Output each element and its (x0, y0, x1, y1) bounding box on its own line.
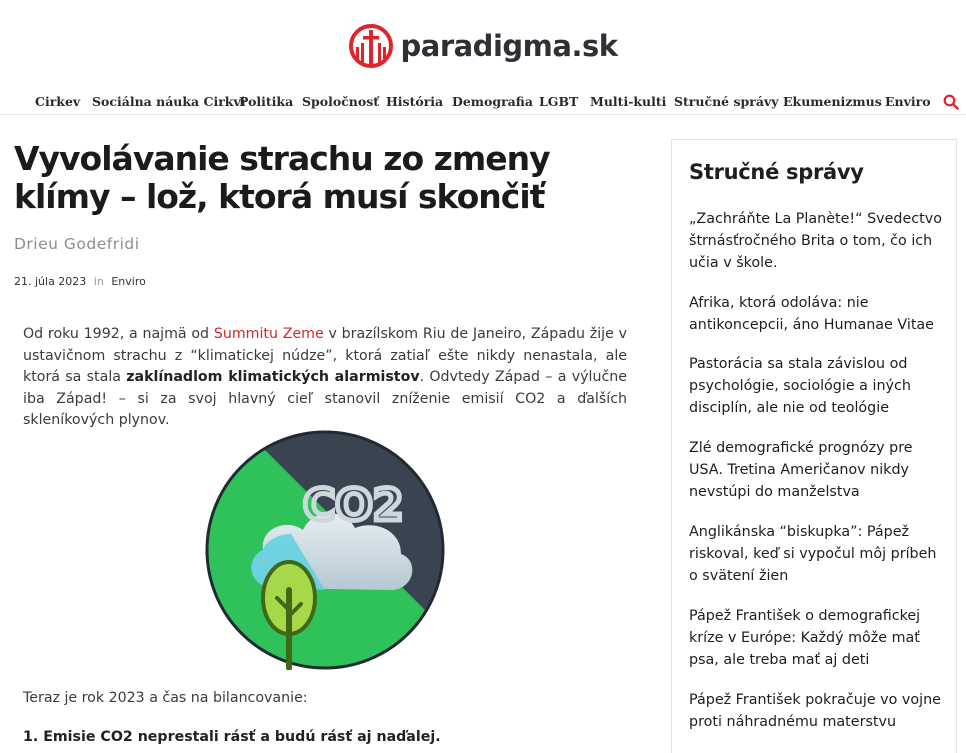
nav-item-lgbt[interactable]: LGBT (539, 94, 579, 109)
nav-item-multi-kulti[interactable]: Multi-kulti (590, 94, 667, 109)
logo-cross-icon (348, 23, 394, 69)
site-logo[interactable] (348, 23, 617, 69)
p1-text-c: . Odvtedy Západ – a výlučne iba Západ! – si za svoj hlavný cieľ stanovil zníženie emisií CO2 a ďalších skleníkových plynov. (23, 369, 627, 428)
co2-illustration (205, 430, 445, 670)
logo-wordmark (400, 29, 617, 63)
nav-item-ekumenizmus[interactable]: Ekumenizmus (783, 94, 882, 109)
nav-item-demografia[interactable]: Demografia (452, 94, 533, 109)
logo-tld: .sk (571, 29, 618, 63)
nav-item-spolocnost[interactable]: Spoločnosť (302, 94, 380, 109)
sidebar-news-item[interactable]: Zlé demografické prognózy pre USA. Tretina Američanov nikdy nevstúpi do manželstva (689, 440, 913, 500)
sidebar-news-item[interactable]: Pápež František o demografickej kríze v Európe: Každý môže mať psa, ale treba mať aj deti (689, 608, 921, 668)
article-author[interactable]: Drieu Godefridi (14, 235, 140, 253)
nav-item-historia[interactable]: História (386, 94, 444, 109)
meta-in-label: in (93, 275, 104, 288)
sidebar-news-item[interactable]: Pápež František pokračuje vo vojne proti náhradnému materstvu (689, 692, 941, 730)
search-icon[interactable] (943, 94, 959, 110)
article-meta (14, 275, 146, 288)
sidebar-news-item[interactable]: „Zachráňte La Planète!“ Svedectvo štrnásťročného Brita o tom, čo ich učia v škole. (689, 211, 942, 271)
nav-divider (0, 114, 966, 115)
nav-item-politika[interactable]: Politika (239, 94, 294, 109)
co2-illustration-label: CO2 (303, 480, 404, 531)
article-paragraph-2: Teraz je rok 2023 a čas na bilancovanie: (23, 690, 308, 706)
nav-item-cirkev[interactable]: Cirkev (35, 94, 81, 109)
nav-item-enviro[interactable]: Enviro (885, 94, 931, 109)
sidebar-news-item[interactable]: Anglikánska “biskupka”: Pápež riskoval, keď si vypočul môj príbeh o svätení žien (689, 524, 937, 584)
summit-link[interactable]: Summitu Zeme (213, 326, 324, 342)
sidebar-news-item[interactable]: Afrika, ktorá odoláva: nie antikoncepcii, áno Humanae Vitae (689, 295, 934, 333)
nav-item-strucne-spravy[interactable]: Stručné správy (674, 94, 779, 109)
main-nav (0, 90, 966, 114)
article-paragraph-1 (23, 324, 627, 432)
p1-text-b: v brazílskom Riu de Janeiro, Západu žije v ustavičnom strachu z “klimatickej núdze”, ktorá zatiaľ ešte nikdy nenastala, ale ktorá sa stala (23, 326, 627, 385)
article-date: 21. júla 2023 (14, 275, 87, 288)
p1-text-a: Od roku 1992, a najmä od (23, 326, 214, 342)
sidebar-strucne-spravy (671, 139, 957, 753)
sidebar-title: Stručné správy (689, 160, 864, 184)
article-title: Vyvolávanie strachu zo zmeny klímy – lož, ktorá musí skončiť (14, 139, 550, 216)
site-header (0, 22, 966, 70)
p1-bold-text: zaklínadlom klimatických alarmistov (126, 369, 420, 385)
nav-item-socialna-nauka[interactable]: Sociálna náuka Cirkvi (92, 94, 246, 109)
logo-name: paradigma (400, 29, 572, 63)
sidebar-news-item[interactable]: Pastorácia sa stala závislou od psychológie, sociológie a iných disciplín, ale nie od teológie (689, 356, 911, 416)
article-category-link[interactable]: Enviro (111, 275, 146, 288)
article-paragraph-3: 1. Emisie CO2 neprestali rásť a budú rásť aj naďalej. (23, 729, 441, 745)
